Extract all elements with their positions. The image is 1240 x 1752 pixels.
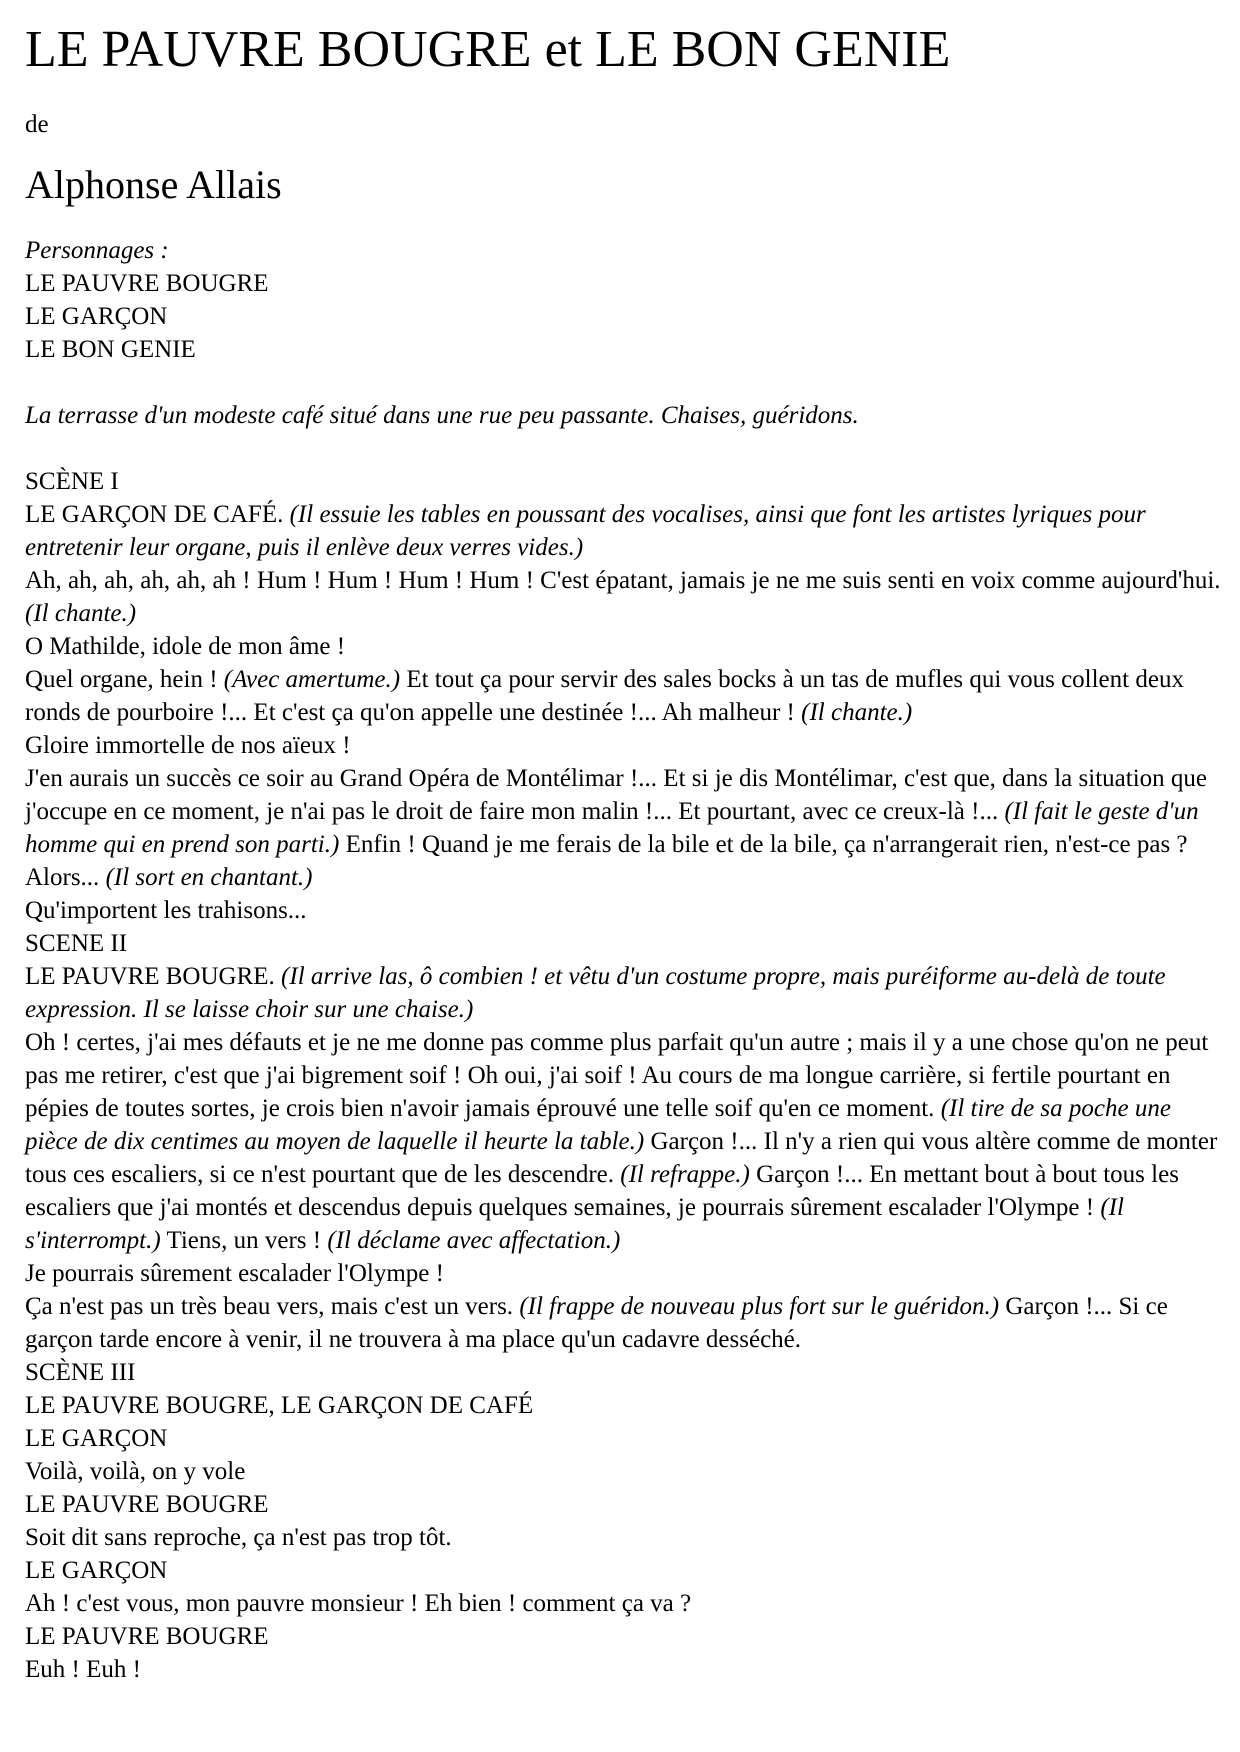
scene-3-line: Euh ! Euh !: [25, 1656, 141, 1683]
character-item: LE GARÇON: [25, 303, 168, 330]
scene-2-para-2: Oh ! certes, j'ai mes défauts et je ne me donne pas comme plus parfait qu'un autre ; mais il y a une chose qu'on ne peut pas me retirer, c'est que j'ai bigrement soif ! Oh oui, j'ai soif ! Au cours de ma longue carrière, si fertile pourtant en pépies de toutes sortes, je crois bien n'avoir jamais éprouvé une telle soif qu'en ce moment. (Il tire de sa poche une pièce de dix centimes au moyen de laquelle il heurte la table.) Garçon !... Il n'y a rien qui vous altère comme de monter tous ces escaliers, si ce n'est pourtant que de les descendre. (Il refrappe.) Garçon !... En mettant bout à bout tous les escaliers que j'ai montés et descendus depuis quelques semaines, je pourrais sûrement escalader l'Olympe ! (Il s'interrompt.) Tiens, un vers ! (Il déclame avec affectation.): [25, 1029, 1218, 1254]
character-item: LE PAUVRE BOUGRE: [25, 270, 269, 297]
scene-3-line: LE GARÇON: [25, 1425, 168, 1452]
scene-1-para-6: J'en aurais un succès ce soir au Grand Opéra de Montélimar !... Et si je dis Montélimar, c'est que, dans la situation que j'occupe en ce moment, je n'ai pas le droit de faire mon malin !... Et pourtant, avec ce creux-là !... (Il fait le geste d'un homme qui en prend son parti.) Enfin ! Quand je me ferais de la bile et de la bile, ça n'arrangerait rien, n'est-ce pas ? Alors... (Il sort en chantant.): [25, 765, 1207, 891]
scene-2-heading: SCENE II: [25, 930, 128, 957]
scene-1-para-2: Ah, ah, ah, ah, ah, ah ! Hum ! Hum ! Hum ! Hum ! C'est épatant, jamais je ne me suis senti en voix comme aujourd'hui. (Il chante.): [25, 567, 1221, 627]
scene-3-line: Ah ! c'est vous, mon pauvre monsieur ! Eh bien ! comment ça va ?: [25, 1590, 692, 1617]
scene-3-line: Soit dit sans reproche, ça n'est pas trop tôt.: [25, 1524, 452, 1551]
spacer: [25, 366, 1225, 399]
scene-3-line: LE PAUVRE BOUGRE, LE GARÇON DE CAFÉ: [25, 1392, 534, 1419]
scene-3-line: LE PAUVRE BOUGRE: [25, 1623, 269, 1650]
scene-1-song-1: O Mathilde, idole de mon âme !: [25, 633, 346, 660]
scene-3-heading: SCÈNE III: [25, 1359, 136, 1386]
characters-heading: Personnages :: [25, 237, 169, 264]
scene-3-line: LE GARÇON: [25, 1557, 168, 1584]
scene-1-para-4: Quel organe, hein ! (Avec amertume.) Et tout ça pour servir des sales bocks à un tas de mufles qui vous collent deux ronds de pourboire !... Et c'est ça qu'on appelle une destinée !... Ah malheur ! (Il chante.): [25, 666, 1184, 726]
author-name: Alphonse Allais: [25, 162, 282, 207]
scene-3-line: Voilà, voilà, on y vole: [25, 1458, 246, 1485]
scene-1-song-2: Gloire immortelle de nos aïeux !: [25, 732, 351, 759]
play-title: LE PAUVRE BOUGRE et LE BON GENIE: [25, 21, 951, 78]
scene-2-para-4: Ça n'est pas un très beau vers, mais c'est un vers. (Il frappe de nouveau plus fort sur le guéridon.) Garçon !... Si ce garçon tarde encore à venir, il ne trouvera à ma place qu'un cadavre desséché.: [25, 1293, 1168, 1353]
scene-2-para-1: LE PAUVRE BOUGRE. (Il arrive las, ô combien ! et vêtu d'un costume propre, mais puréiforme au-delà de toute expression. Il se laisse choir sur une chaise.): [25, 963, 1166, 1023]
character-item: LE BON GENIE: [25, 336, 196, 363]
spacer: [25, 432, 1225, 465]
scene-1-heading: SCÈNE I: [25, 468, 119, 495]
scene-2-verse: Je pourrais sûrement escalader l'Olympe !: [25, 1260, 444, 1287]
scene-1-song-3: Qu'importent les trahisons...: [25, 897, 307, 924]
byline: de: [25, 111, 49, 138]
play-text: [25, 234, 1225, 1686]
setting-description: La terrasse d'un modeste café situé dans une rue peu passante. Chaises, guéridons.: [25, 402, 859, 429]
scene-3-line: LE PAUVRE BOUGRE: [25, 1491, 269, 1518]
scene-1-para-1: LE GARÇON DE CAFÉ. (Il essuie les tables en poussant des vocalises, ainsi que font les artistes lyriques pour entretenir leur organe, puis il enlève deux verres vides.): [25, 501, 1146, 561]
